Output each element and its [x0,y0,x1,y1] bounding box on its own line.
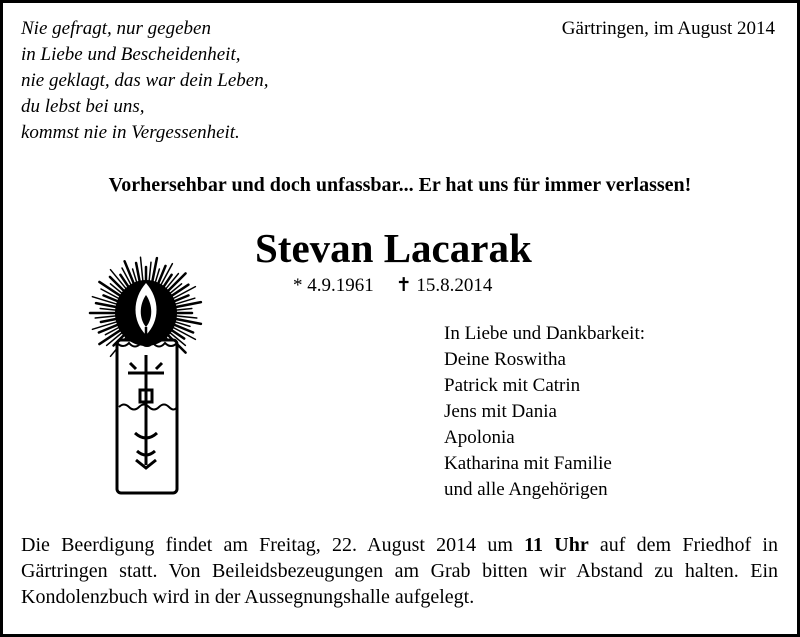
poem-line: in Liebe und Bescheidenheit, [21,44,241,65]
mourner-line: Jens mit Dania [444,401,557,422]
death-date: ✝ 15.8.2014 [395,275,493,296]
candle-with-cross-icon [88,255,208,500]
funeral-text-start: Die Beerdigung findet am Freitag, 22. August 2014 um [21,534,525,556]
life-dates [293,274,492,297]
mourner-line: Patrick mit Catrin [444,375,581,396]
mourner-line: Deine Roswitha [444,349,566,370]
mourner-line: Apolonia [444,427,515,448]
mourner-line: und alle Angehörigen [444,479,608,500]
funeral-text-end: auf dem Friedhof in Gärtringen statt. Von Beileidsbezeugungen am Grab bitten wir Abstand zu halten. Ein Kondolenzbuch wird in der Aussegnungshalle aufgelegt. [21,534,778,608]
funeral-time: 11 Uhr [524,534,589,556]
poem-line: kommst nie in Vergessenheit. [21,122,240,143]
mourner-line: In Liebe und Dankbarkeit: [444,323,646,344]
poem-line: du lebst bei uns, [21,96,145,117]
poem [21,16,269,146]
mourner-line: Katharina mit Familie [444,453,612,474]
place-date: Gärtringen, im August 2014 [561,18,775,39]
headline: Vorhersehbar und doch unfassbar... Er hat uns für immer verlassen! [108,174,692,196]
poem-line: nie geklagt, das war dein Leben, [21,70,269,91]
funeral-announcement [21,532,778,610]
poem-line: Nie gefragt, nur gegeben [21,18,211,39]
mourners-list [444,321,645,503]
deceased-name: Stevan Lacarak [255,225,532,271]
birth-date: * 4.9.1961 [293,275,374,296]
